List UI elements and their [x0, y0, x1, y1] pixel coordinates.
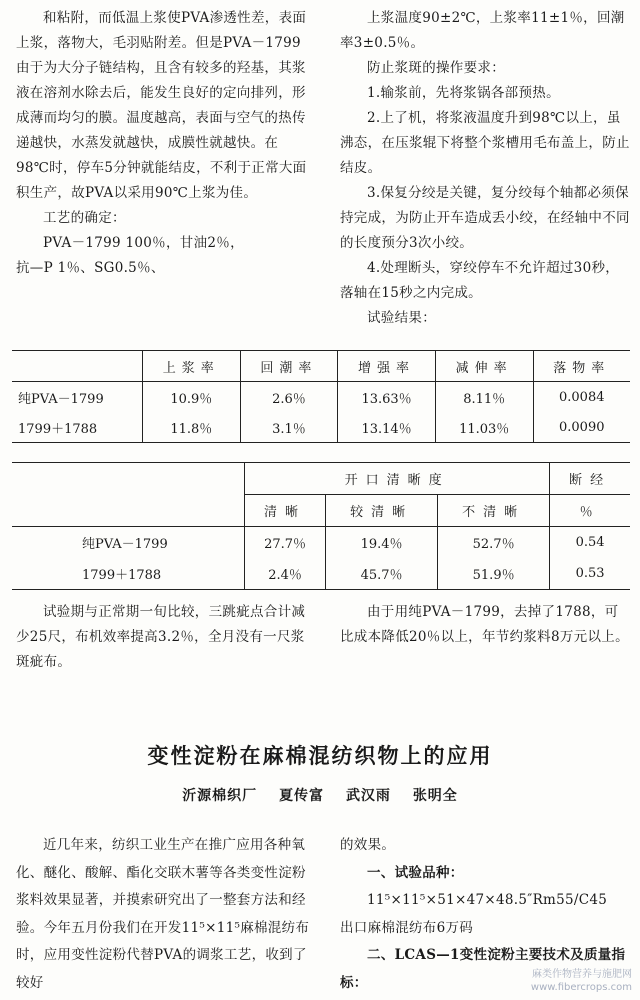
table-header-cell: 不清晰 — [438, 495, 550, 527]
after-table-left-column — [16, 600, 308, 675]
table-header-cell: 减伸率 — [435, 351, 533, 382]
table-cell: 52.7％ — [438, 527, 550, 559]
table-header-cell: ％ — [550, 495, 630, 527]
author-affiliation: 沂源棉织厂 — [182, 788, 258, 804]
paragraph: PVA－1799 100％，甘油2％， — [43, 235, 244, 251]
table-cell: 11.03％ — [435, 412, 533, 443]
paragraph: 抗—P 1％、SG0.5％、 — [16, 260, 165, 276]
paragraph: 2.上了机，将浆液温度升到98℃以上，虽沸态，在压浆辊下将整个浆槽用毛布盖上，防止结皮。 — [340, 110, 630, 176]
paragraph: 4.处理断头，穿绞停车不允许超过30秒，落轴在15秒之内完成。 — [340, 260, 620, 301]
table-header-cell: 回潮率 — [240, 351, 338, 382]
paragraph: 和粘附，而低温上浆使PVA渗透性差，表面上浆，落物大，毛羽贴附差。但是PVA－1799由于为大分子链结构，且含有较多的羟基，其浆液在溶剂水除去后，能发生良好的定向排列，形成薄而均匀的膜。温度越高，表面与空气的热传递越快，水蒸发就越快，成膜性就越快。在98℃时，停车5分钟就能结皮，不利于正常大面积生产，故PVA以采用90℃上浆为佳。 — [16, 10, 307, 201]
table-row — [12, 558, 630, 590]
article-title: 变性淀粉在麻棉混纺织物上的应用 — [147, 743, 493, 768]
watermark — [531, 968, 632, 994]
table-cell: 3.1％ — [240, 412, 338, 443]
table-header-row — [12, 463, 630, 495]
table-cell: 纯PVA－1799 — [82, 537, 168, 552]
table-header-cell: 断经 — [550, 463, 630, 495]
table-cell: 13.14％ — [338, 412, 436, 443]
paragraph: 由于用纯PVA－1799，去掉了1788，可比成本降低20％以上，年节约浆料8万元以上。 — [340, 604, 629, 645]
results-table-2 — [12, 462, 630, 590]
top-left-column — [16, 6, 308, 281]
table-cell: 11.8％ — [143, 412, 241, 443]
author-name: 张明全 — [412, 788, 458, 804]
table-cell: 13.63％ — [338, 382, 436, 413]
results-table-1 — [12, 350, 630, 443]
table-header-cell — [12, 463, 245, 527]
section-heading: 二、LCAS—1变性淀粉主要技术及质量指标： — [340, 947, 626, 991]
author-name: 夏传富 — [279, 788, 325, 804]
paragraph: 试验结果： — [367, 310, 436, 326]
paragraph: 防止浆斑的操作要求： — [367, 60, 505, 76]
table-row — [12, 412, 630, 443]
section-heading: 一、试验品种： — [367, 864, 464, 881]
watermark-line: www.fibercrops.com — [530, 982, 632, 993]
paragraph: 近几年来，纺织工业生产在推广应用各种氧化、醚化、酸解、酯化交联木薯等各类变性淀粉浆料效果显著，并摸索研究出了一整套方法和经验。今年五月份我们在开发11⁵×11⁵麻棉混纺布时，应用变性淀粉代替PVA的调浆工艺，收到了较好 — [16, 837, 310, 991]
table-cell: 1799＋1788 — [82, 568, 162, 583]
author-name: 武汉雨 — [345, 788, 391, 804]
watermark-line: 麻类作物营养与施肥网 — [532, 969, 632, 980]
paragraph: 工艺的确定： — [43, 210, 126, 226]
table-cell: 27.7％ — [245, 527, 326, 559]
paragraph: 上浆温度90±2℃，上浆率11±1％，回潮率3±0.5％。 — [340, 10, 625, 51]
table-cell: 0.0090 — [533, 412, 630, 443]
paragraph: 出口麻棉混纺布6万码 — [340, 919, 474, 936]
table-cell: 51.9％ — [438, 558, 550, 590]
table-cell: 2.4％ — [245, 558, 326, 590]
table-cell: 0.0084 — [533, 382, 630, 413]
table-header-cell — [12, 351, 143, 382]
table-header-cell: 清晰 — [245, 495, 326, 527]
paragraph: 的效果。 — [340, 837, 396, 853]
table-cell: 8.11％ — [435, 382, 533, 413]
paragraph: 1.输浆前，先将浆锅各部预热。 — [367, 85, 560, 101]
table-cell: 1799＋1788 — [18, 421, 98, 437]
article-left-column — [16, 832, 314, 997]
table-cell: 19.4％ — [326, 527, 438, 559]
table-row — [12, 382, 630, 413]
top-right-column — [340, 6, 632, 331]
table-header-cell: 增强率 — [338, 351, 436, 382]
table-cell: 2.6％ — [240, 382, 338, 413]
paragraph: 试验期与正常期一旬比较，三跳疵点合计减少25尺，布机效率提高3.2％，全月没有一尺浆斑疵布。 — [16, 604, 306, 670]
table-cell: 45.7％ — [326, 558, 438, 590]
table-header-cell: 较清晰 — [326, 495, 438, 527]
table-group-header: 开口清晰度 — [245, 463, 550, 495]
article-authors — [0, 785, 640, 805]
paragraph: 11⁵×11⁵×51×47×48.5″Rm55/C45 — [367, 892, 608, 908]
table-header-row — [12, 351, 630, 382]
table-header-cell: 落物率 — [533, 351, 630, 382]
table-cell: 0.54 — [550, 527, 630, 559]
table-cell: 纯PVA－1799 — [18, 391, 104, 407]
table-cell: 0.53 — [550, 558, 630, 590]
table-header-cell: 上浆率 — [143, 351, 241, 382]
table-row — [12, 527, 630, 559]
after-table-right-column — [340, 600, 632, 650]
table-cell: 10.9％ — [143, 382, 241, 413]
paragraph: 3.保复分绞是关键，复分绞每个轴都必须保持完成，为防止开车造成丢小绞，在经轴中不同的长度预分3次小绞。 — [340, 185, 630, 251]
